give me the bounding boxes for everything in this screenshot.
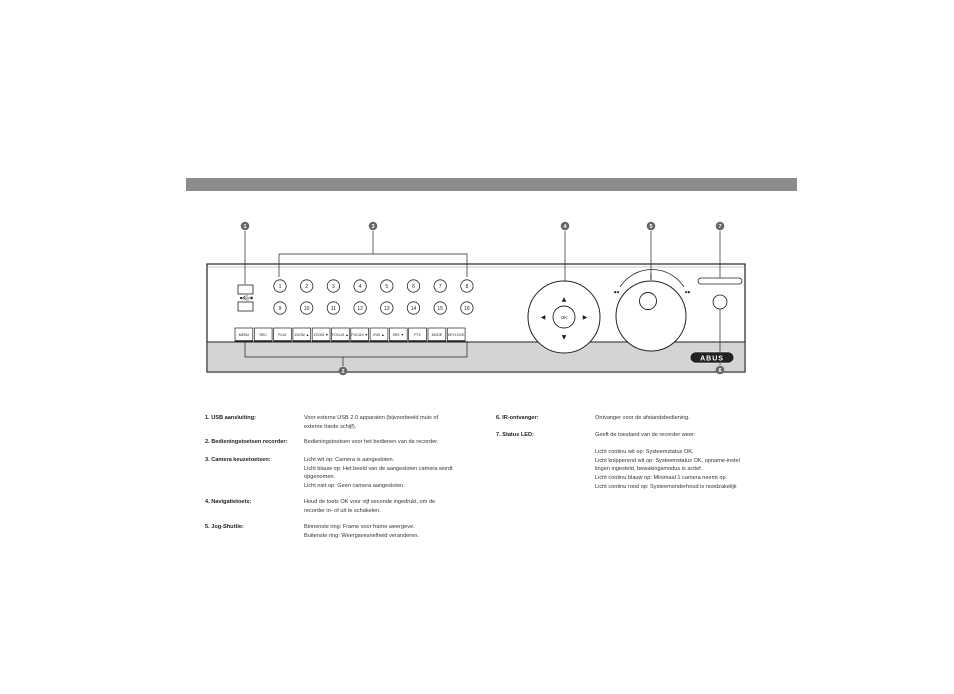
legend-label: 6. IR-ontvanger: [496, 415, 539, 421]
camera-button-label: 10 [303, 305, 310, 312]
callout-number: 1 [243, 223, 247, 230]
camera-button-14[interactable] [407, 302, 419, 314]
arrow-right-icon[interactable]: ▶ [582, 314, 588, 321]
camera-button-3[interactable] [327, 280, 339, 292]
control-button-label: MENU [238, 333, 250, 337]
ir-receiver [713, 295, 727, 309]
control-button-label: IRIS ▲ [373, 333, 385, 337]
legend-description [304, 498, 435, 515]
control-button-label: MODE [431, 333, 443, 337]
callout-badge [339, 367, 348, 376]
camera-button-5[interactable] [381, 280, 393, 292]
callout-badge [561, 222, 570, 231]
camera-button-label: 1 [278, 283, 282, 290]
arrow-down-icon[interactable]: ▼ [561, 334, 567, 341]
legend-line: Licht blauw op: Het beeld van de aangesloten camera wordt [304, 465, 453, 472]
legend-line: Licht knipperend wit op: Systeemstatus OK, opname-instel [595, 457, 740, 464]
shuttle-forward-icon: ▶▶ [685, 290, 691, 294]
camera-button-8[interactable] [461, 280, 473, 292]
camera-button-13[interactable] [381, 302, 393, 314]
abus-logo-text: ABUS [700, 355, 724, 363]
control-button[interactable] [235, 328, 253, 341]
callout-number: 4 [563, 223, 567, 230]
camera-button-6[interactable] [407, 280, 419, 292]
usb-port-top[interactable] [238, 285, 253, 294]
callout-badge [241, 222, 250, 231]
legend-line [595, 440, 740, 449]
camera-button-label: 13 [384, 305, 390, 312]
control-button-label: ZOOM ▲ [294, 333, 310, 337]
camera-button-11[interactable] [327, 302, 339, 314]
legend-line: Licht niet op: Geen camera aangesloten. [304, 482, 405, 489]
control-button[interactable] [428, 328, 446, 341]
legend-line: opgenomen. [304, 474, 336, 481]
jog-shuttle-inner-knob[interactable] [640, 293, 657, 310]
camera-button-label: 9 [278, 305, 282, 312]
legend-line: Buitenste ring: Weergavesnelheid veranderen. [304, 532, 419, 539]
control-button-label: FOCUS ▼ [351, 333, 369, 337]
callout-number: 5 [649, 223, 653, 230]
legend-line: Binnenste ring: Frame voor frame weergeve. [304, 524, 415, 530]
camera-button-1[interactable] [274, 280, 286, 292]
callout-badge [647, 222, 656, 231]
legend-line: recorder in- of uit te schakelen. [304, 507, 381, 514]
legend-line: Bedieningstoetsen voor het bedienen van de recorder. [304, 439, 439, 445]
legend-line: externe harde schijf). [304, 423, 357, 430]
legend-description [304, 438, 438, 447]
control-button[interactable] [447, 328, 465, 341]
control-button-label: PLAY [278, 333, 287, 337]
control-button-label: REC [259, 333, 267, 337]
camera-button-label: 8 [465, 283, 469, 290]
legend-line: Voor externe USB 2.0 apparaten (bijvoorbeeld muis of [304, 415, 439, 421]
callout-badge [716, 222, 725, 231]
legend-line: Licht continu wit op: Systeemstatus OK. [595, 449, 694, 456]
legend-description [304, 523, 419, 540]
control-button[interactable] [274, 328, 292, 341]
legend-label: 3. Camera keuzetoetsen: [205, 457, 271, 463]
camera-button-label: 5 [385, 283, 389, 290]
legend-label: 1. USB aansluiting: [205, 415, 256, 421]
camera-button-label: 15 [437, 305, 443, 312]
ok-button-label: OK [560, 315, 568, 320]
legend-line: Licht continu rood op: Systeemonderhoud is noodzakelijk [595, 483, 737, 490]
legend-description [595, 414, 690, 423]
camera-button-4[interactable] [354, 280, 366, 292]
control-button[interactable] [351, 328, 369, 341]
legend-line: Ontvanger voor de afstandsbediening. [595, 415, 690, 421]
shuttle-rewind-icon: ◀◀ [613, 290, 619, 294]
status-led [698, 278, 742, 284]
callout-number: 2 [341, 368, 345, 375]
jog-shuttle-outer-ring[interactable] [616, 281, 686, 351]
camera-button-16[interactable] [461, 302, 473, 314]
legend-line: Houd de toets OK voor vijf seconde ingedrukt, om de [304, 499, 436, 505]
control-button-label: ZOOM ▼ [313, 333, 329, 337]
camera-button-12[interactable] [354, 302, 366, 314]
camera-button-15[interactable] [434, 302, 446, 314]
control-button-label: IRIS ▼ [392, 333, 404, 337]
camera-button-10[interactable] [301, 302, 313, 314]
camera-button-7[interactable] [434, 280, 446, 292]
callout-badge [716, 366, 725, 375]
legend-description [595, 431, 740, 491]
legend-description [304, 414, 438, 431]
control-button-label: FOCUS ▲ [332, 333, 349, 337]
legend-label: 2. Bedieningstoetsen recorder: [205, 439, 288, 445]
camera-button-label: 7 [438, 283, 442, 290]
usb-port-bottom[interactable] [238, 302, 253, 311]
control-button-label: KEYLOCK [447, 333, 465, 337]
camera-button-label: 6 [412, 283, 415, 290]
legend-description [304, 456, 453, 490]
legend-label: 4. Navigatietoets: [205, 499, 252, 505]
legend-label: 5. Jog-Shuttle: [205, 524, 244, 530]
legend-line: Licht continu blauw op: Minimaal 1 camera neemt op. [595, 474, 728, 481]
legend-line: Licht wit op: Camera is aangesloten. [304, 457, 395, 463]
legend-label: 7. Status LED: [496, 432, 534, 438]
arrow-left-icon[interactable]: ◀ [540, 314, 546, 321]
callout-number: 6 [718, 367, 722, 374]
arrow-up-icon[interactable]: ▲ [561, 296, 567, 303]
legend-line: lingen ingesteld, bewakingsmodus is actief. [595, 466, 703, 473]
control-button[interactable] [370, 328, 388, 341]
callout-number: 7 [718, 223, 722, 230]
callout-badge [369, 222, 378, 231]
control-button[interactable] [312, 328, 330, 341]
camera-button-label: 12 [357, 305, 363, 312]
camera-button-label: 4 [358, 283, 362, 290]
camera-button-label: 14 [410, 305, 417, 312]
camera-button-2[interactable] [301, 280, 313, 292]
camera-button-label: 16 [464, 305, 470, 312]
camera-button-label: 2 [305, 283, 309, 290]
control-button[interactable] [254, 328, 272, 341]
camera-button-label: 11 [330, 305, 337, 312]
control-button[interactable] [409, 328, 427, 341]
control-button[interactable] [389, 328, 407, 341]
camera-button-9[interactable] [274, 302, 286, 314]
legend-line: Geeft de toestand van de recorder weer: [595, 432, 696, 438]
control-button[interactable] [293, 328, 311, 341]
callout-number: 3 [371, 223, 375, 230]
control-button[interactable] [332, 328, 350, 341]
camera-button-label: 3 [332, 283, 335, 290]
control-button-label: PTZ [414, 333, 421, 337]
